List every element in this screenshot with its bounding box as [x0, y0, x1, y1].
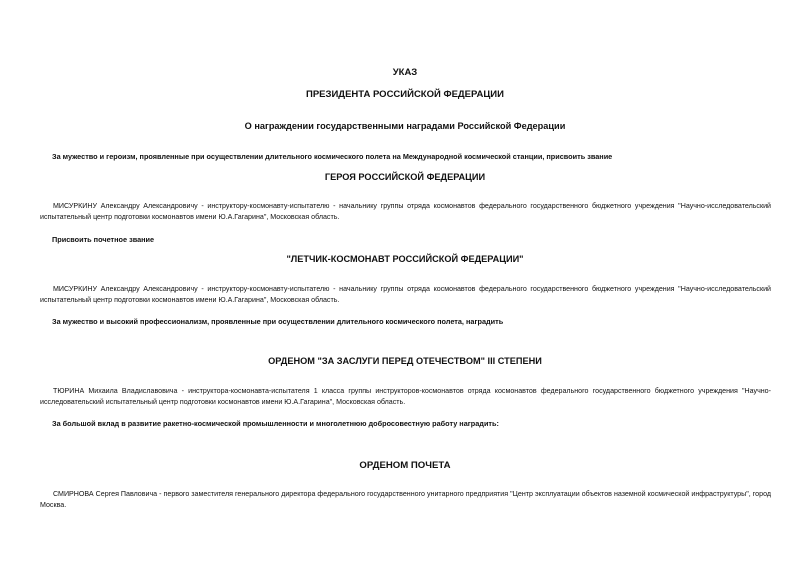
hero-recipient: МИСУРКИНУ Александру Александровичу - инструктору-космонавту-испытателю - начальнику группы отряда космонавтов федерального государственного бюджетного учреждения "Научно-исследовательский испытательный центр подготовки космонавтов имени Ю.А.Гагарина", Московская область.: [40, 202, 771, 221]
decree-heading: УКАЗ: [392, 67, 418, 78]
merit-recipient: ТЮРИНА Михаила Владиславовича - инструктора-космонавта-испытателя 1 класса группы инструкторов-космонавтов отряда космонавтов федерального государственного бюджетного учреждения "Научно-исследовательский испытательный центр подготовки космонавтов имени Ю.А.Гагарина", Московская область.: [40, 387, 771, 406]
honor-lead: За большой вклад в развитие ракетно-космической промышленности и многолетнюю добросовестную работу наградить:: [52, 419, 499, 428]
merit-lead: За мужество и высокий профессионализм, проявленные при осуществлении длительного космического полета, наградить: [52, 317, 504, 326]
pilot-recipient: МИСУРКИНУ Александру Александровичу - инструктору-космонавту-испытателю - начальнику группы отряда космонавтов федерального государственного бюджетного учреждения "Научно-исследовательский испытательный центр подготовки космонавтов имени Ю.А.Гагарина", Московская область.: [40, 285, 771, 304]
hero-award-title: ГЕРОЯ РОССИЙСКОЙ ФЕДЕРАЦИИ: [324, 172, 486, 182]
merit-award-title: ОРДЕНОМ "ЗА ЗАСЛУГИ ПЕРЕД ОТЕЧЕСТВОМ" III СТЕПЕНИ: [268, 356, 542, 366]
honor-award-title: ОРДЕНОМ ПОЧЕТА: [359, 460, 451, 471]
decree-subheading: ПРЕЗИДЕНТА РОССИЙСКОЙ ФЕДЕРАЦИИ: [306, 89, 504, 100]
pilot-lead: Присвоить почетное звание: [52, 235, 155, 244]
honor-recipient: СМИРНОВА Сергея Павловича - первого заместителя генерального директора федерального государственного унитарного предприятия "Центр эксплуатации объектов наземной космической инфраструктуры", город Москва.: [40, 490, 771, 509]
decree-title: О награждении государственными наградами Российской Федерации: [244, 121, 566, 131]
hero-lead: За мужество и героизм, проявленные при осуществлении длительного космического полета на Международной космической станции, присвоить звание: [52, 152, 613, 161]
pilot-award-title: "ЛЕТЧИК-КОСМОНАВТ РОССИЙСКОЙ ФЕДЕРАЦИИ": [286, 254, 524, 264]
